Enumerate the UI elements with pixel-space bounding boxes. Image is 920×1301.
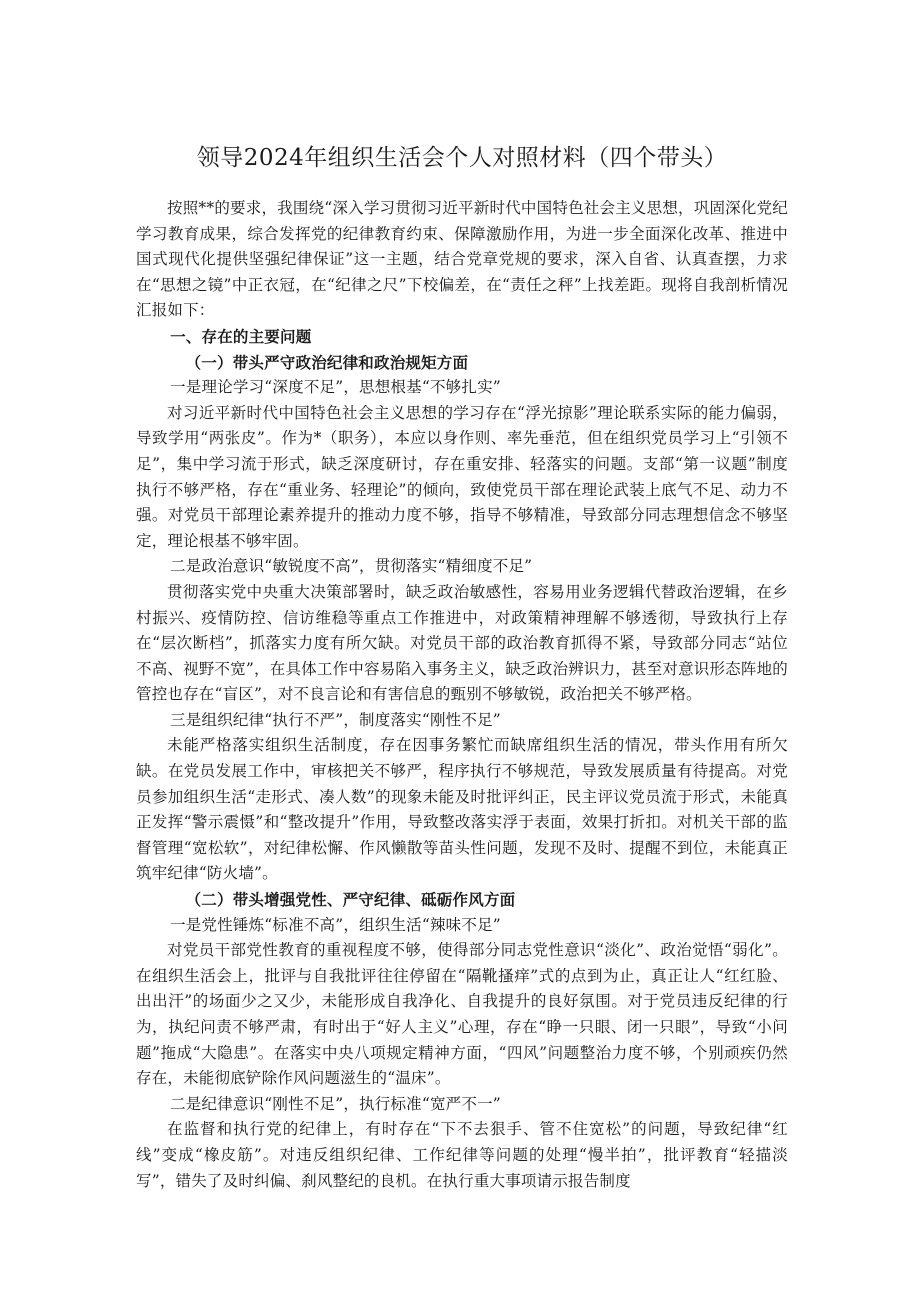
subsection-heading: （二）带头增强党性、严守纪律、砥砺作风方面 <box>185 890 516 910</box>
document-title: 领导2024年组织生活会个人对照材料（四个带头） <box>196 145 728 171</box>
body-paragraph: 在监督和执行党的纪律上，有时存在“下不去狠手、管不住宽松”的问题，导致纪律“红线”变成“橡皮筋”。对违反组织纪律、工作纪律等问题的处理“慢半拍”，批评教育“轻描淡写”，错失了及时纠偏、刹风整纪的良机。在执行重大事项请示报告制度 <box>136 1120 788 1190</box>
body-paragraph: 贯彻落实党中央重大决策部署时，缺乏政治敏感性，容易用业务逻辑代替政治逻辑，在乡村振兴、疫情防控、信访维稳等重点工作推进中，对政策精神理解不够透彻，导致执行上存在“层次断档”，抓落实力度有所欠缺。对党员干部的政治教育抓得不紧，导致部分同志“站位不高、视野不宽”，在具体工作中容易陷入事务主义，缺乏政治辨识力，甚至对意识形态阵地的管控也存在“盲区”，对不良言论和有害信息的甄别不够敏锐，政治把关不够严格。 <box>136 582 788 704</box>
body-paragraph: 对习近平新时代中国特色社会主义思想的学习存在“浮光掠影”理论联系实际的能力偏弱，导致学用“两张皮”。作为*（职务），本应以身作则、率先垂范，但在组织党员学习上“引领不足”，集中学习流于形式，缺乏深度研讨，存在重安排、轻落实的问题。支部“第一议题”制度执行不够严格，存在“重业务、轻理论”的倾向，致使党员干部在理论武装上底气不足、动力不强。对党员干部理论素养提升的推动力度不够，指导不够精准，导致部分同志理想信念不够坚定，理论根基不够牢固。 <box>136 403 788 550</box>
point-title: 二是纪律意识“刚性不足”，执行标准“宽严不一” <box>170 1094 501 1113</box>
section-heading: 一、存在的主要问题 <box>170 326 312 346</box>
subsection-heading: （一）带头严守政治纪律和政治规矩方面 <box>185 352 469 372</box>
point-title: 二是政治意识“敏锐度不高”，贯彻落实“精细度不足” <box>170 557 533 576</box>
intro-paragraph: 按照**的要求，我围绕“深入学习贯彻习近平新时代中国特色社会主义思想，巩固深化党纪学习教育成果，综合发挥党的纪律教育约束、保障激励作用，为进一步全面深化改革、推进中国式现代化提供坚强纪律保证”这一主题，结合党章党规的要求，深入自省、认真查摆，力求在“思想之镜”中正衣冠，在“纪律之尺”下校偏差，在“责任之秤”上找差距。现将自我剖析情况汇报如下： <box>136 199 788 320</box>
point-title: 一是党性锤炼“标准不高”，组织生活“辣味不足” <box>170 915 501 934</box>
point-title: 三是组织纪律“执行不严”，制度落实“刚性不足” <box>170 710 501 729</box>
body-paragraph: 对党员干部党性教育的重视程度不够，使得部分同志党性意识“淡化”、政治觉悟“弱化”。在组织生活会上，批评与自我批评往往停留在“隔靴搔痒”式的点到为止，真正让人“红红脸、出出汗”的场面少之又少，未能形成自我净化、自我提升的良好氛围。对于党员违反纪律的行为，执纪问责不够严肃，有时出于“好人主义”心理，存在“睁一只眼、闭一只眼”，导致“小问题”拖成“大隐患”。在落实中央八项规定精神方面，“四风”问题整治力度不够，个别顽疾仍然存在，未能彻底铲除作风问题滋生的“温床”。 <box>136 941 788 1088</box>
point-title: 一是理论学习“深度不足”，思想根基“不够扎实” <box>170 378 501 397</box>
body-paragraph: 未能严格落实组织生活制度，存在因事务繁忙而缺席组织生活的情况，带头作用有所欠缺。在党员发展工作中，审核把关不够严，程序执行不够规范，导致发展质量有待提高。对党员参加组织生活“走形式、凑人数”的现象未能及时批评纠正，民主评议党员流于形式，未能真正发挥“警示震慑”和“整改提升”作用，导致整改落实浮于表面，效果打折扣。对机关干部的监督管理“宽松软”，对纪律松懈、作风懒散等苗头性问题，发现不及时、提醒不到位，未能真正筑牢纪律“防火墙”。 <box>136 736 788 883</box>
